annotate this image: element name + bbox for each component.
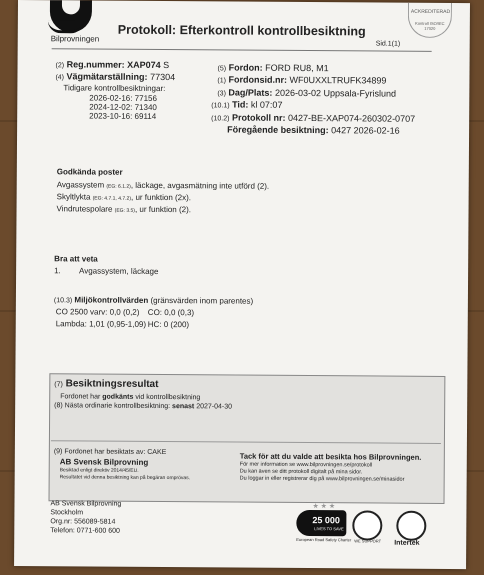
good-to-know-heading: Bra att veta (54, 254, 98, 264)
next-inspection-line: (8) Nästa ordinarie kontrollbesiktning: senast 2027-04-30 (54, 402, 233, 411)
we-support-label: WE SUPPORT (354, 538, 382, 544)
result-heading: (7) Besiktningsresultat (54, 378, 159, 390)
page-title: Protokoll: Efterkontroll kontrollbesiktning (117, 22, 366, 39)
hc-value: HC: 0 (200) (147, 319, 190, 330)
road-safety-caption: European Road Safety Charter (296, 536, 352, 543)
road-safety-badge-icon: 25 000 LIVES TO SAVE (296, 510, 346, 536)
date-place-row: (3) Dag/Plats: 2026-03-02 Uppsala-Fyrislund (217, 87, 397, 99)
approved-item: Skyltlykta (EG: 4.7.1, 4.7.2), ur funktion (2x). (56, 192, 192, 203)
previous-inspections-label: Tidigare kontrollbesiktningar: (63, 83, 166, 94)
inspection-company: AB Svensk Bilprovning (59, 457, 149, 467)
protocol-number-row: (10.2) Protokoll nr: 0427-BE-XAP074-260302-0707 (211, 112, 416, 124)
reg-number-value: XAP074 (127, 59, 161, 70)
previous-inspection-row: Föregående besiktning: 0427 2026-02-16 (227, 124, 400, 136)
vehicle-model-row: (5) Fordon: FORD RU8, M1 (217, 62, 329, 74)
header-divider (52, 48, 432, 52)
odometer-row: (4) Vägmätarställning: 77304 (55, 71, 176, 83)
brand-name: Bilprovningen (50, 34, 100, 44)
directive-note: Besiktad enligt direktiv 2014/45/EU. (59, 467, 139, 474)
intertek-label: Intertek (394, 539, 420, 547)
footer-phone: Telefon: 0771-600 600 (50, 527, 120, 535)
lambda-value: Lambda: 1,01 (0,95-1,09) (55, 319, 147, 329)
globe-certification-icon (352, 510, 382, 540)
environmental-heading: (10.3) Miljökontrollvärden (gränsvärden inom parentes) (53, 295, 254, 306)
vehicle-id-row: (1) Fordonsid.nr: WF0UXXLTRUFK34899 (217, 74, 387, 86)
footer-city: Stockholm (50, 509, 84, 517)
result-approved-line: Fordonet har godkänts vid kontrollbesiktning (60, 393, 201, 402)
approved-item: Vindrutespolare (EG: 3.5), ur funktion (2). (56, 204, 192, 215)
good-to-know-item: 1. Avgassystem, läckage (54, 266, 159, 276)
reg-number-row: (2) Reg.nummer: XAP074 S (55, 59, 170, 71)
page-number: Sid.1(1) (375, 40, 401, 48)
time-row: (10.1) Tid: kl 07:07 (211, 99, 283, 110)
previous-inspection-item: 2023-10-16: 69114 (89, 111, 157, 121)
star-icon: ★ ★ ★ (312, 503, 336, 511)
info-line: Du loggar in eller registrerar dig på www.bilprovningen.se/minasidor (239, 475, 405, 483)
inspection-result-box (49, 373, 446, 504)
odometer-value: 77304 (150, 71, 176, 83)
previous-inspection-item: 2026-02-16: 77156 (89, 93, 157, 103)
intertek-globe-icon (396, 511, 426, 541)
info-line: För mer information se www.bilprovningen.se/protokoll (239, 461, 373, 469)
previous-inspection-item: 2024-12-02: 71340 (89, 102, 157, 112)
co-2500-value: CO 2500 varv: 0,0 (0,2) (55, 307, 140, 317)
footer-org-number: Org.nr: 556089-5814 (50, 518, 116, 526)
approved-items-heading: Godkända poster (56, 167, 123, 177)
info-line: Du kan även se ditt protokoll digitalt på mina sidor. (239, 468, 363, 476)
approved-item: Avgassystem (EG: 6.1.2), läckage, avgasmätning inte utförd (2). (56, 180, 270, 191)
thanks-message: Tack för att du valde att besikta hos Bilprovningen. (239, 451, 422, 462)
logo-swoosh-icon (48, 20, 84, 33)
accreditation-seal-icon: ACKREDITERAD Kontroll ISO/IEC 17020 (408, 3, 452, 38)
review-note: Resultatet vid denna besiktning kan på begäran omprövas. (59, 474, 191, 482)
footer-company: AB Svensk Bilprovning (50, 500, 122, 508)
co-value: CO: 0,0 (0,3) (147, 307, 195, 318)
inspector-line: (9) Fordonet har besiktats av: CAKE (53, 448, 167, 457)
inspection-protocol-document (14, 0, 470, 569)
